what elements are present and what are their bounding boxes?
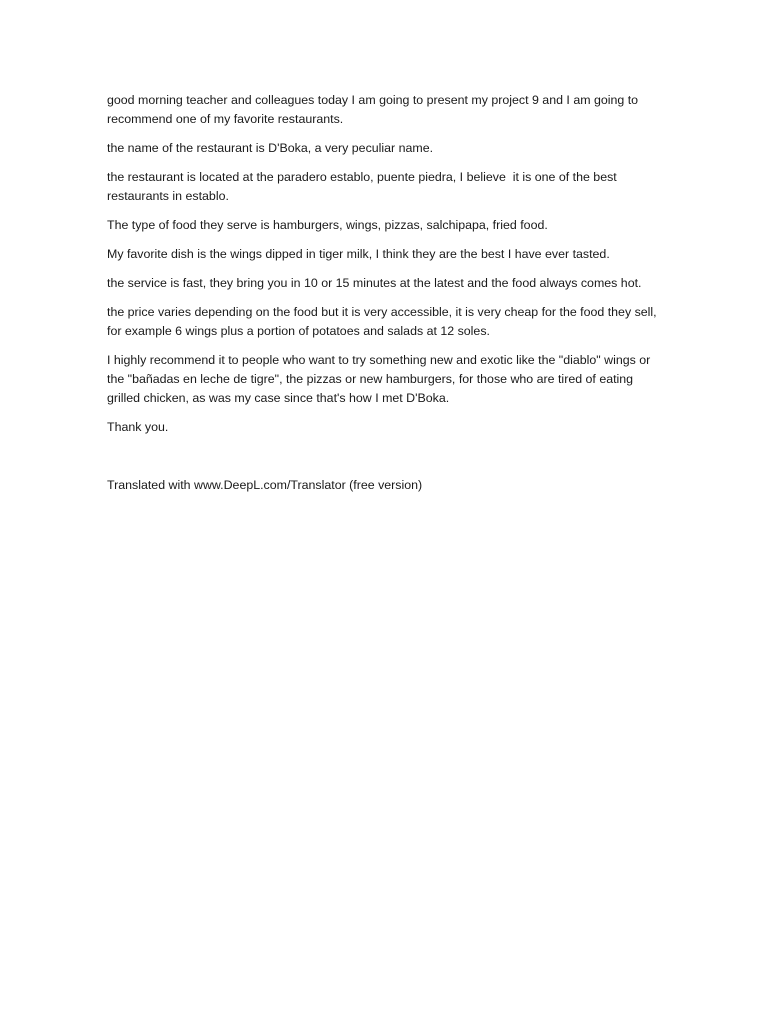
paragraph-thanks: Thank you. — [107, 420, 169, 434]
paragraph-recommendation: I highly recommend it to people who want to try something new and exotic like the "diablo" wings or the "bañadas en leche de tigre", the pizzas or new hamburgers, for those who are tired of eating grilled chicken, as was my case since that's how I met D'Boka. — [107, 353, 654, 405]
footer-translation-note: Translated with www.DeepL.com/Translator (free version) — [107, 478, 423, 492]
paragraph-price: the price varies depending on the food but it is very accessible, it is very cheap for the food they sell, for example 6 wings plus a portion of potatoes and salads at 12 soles. — [107, 305, 661, 338]
paragraph-location: the restaurant is located at the paradero establo, puente piedra, I believe it is one of the best restaurants in establo. — [107, 170, 621, 203]
paragraph-favorite-dish: My favorite dish is the wings dipped in tiger milk, I think they are the best I have ever tasted. — [107, 247, 610, 261]
paragraph-service: the service is fast, they bring you in 10 or 15 minutes at the latest and the food always comes hot. — [107, 276, 642, 290]
document-body — [107, 91, 663, 505]
spacer — [107, 447, 663, 476]
paragraph-food-type: The type of food they serve is hamburgers, wings, pizzas, salchipapa, fried food. — [107, 218, 548, 232]
paragraph-restaurant-name: the name of the restaurant is D'Boka, a very peculiar name. — [107, 141, 434, 155]
paragraph-intro: good morning teacher and colleagues today I am going to present my project 9 and I am going to recommend one of my favorite restaurants. — [107, 93, 642, 126]
